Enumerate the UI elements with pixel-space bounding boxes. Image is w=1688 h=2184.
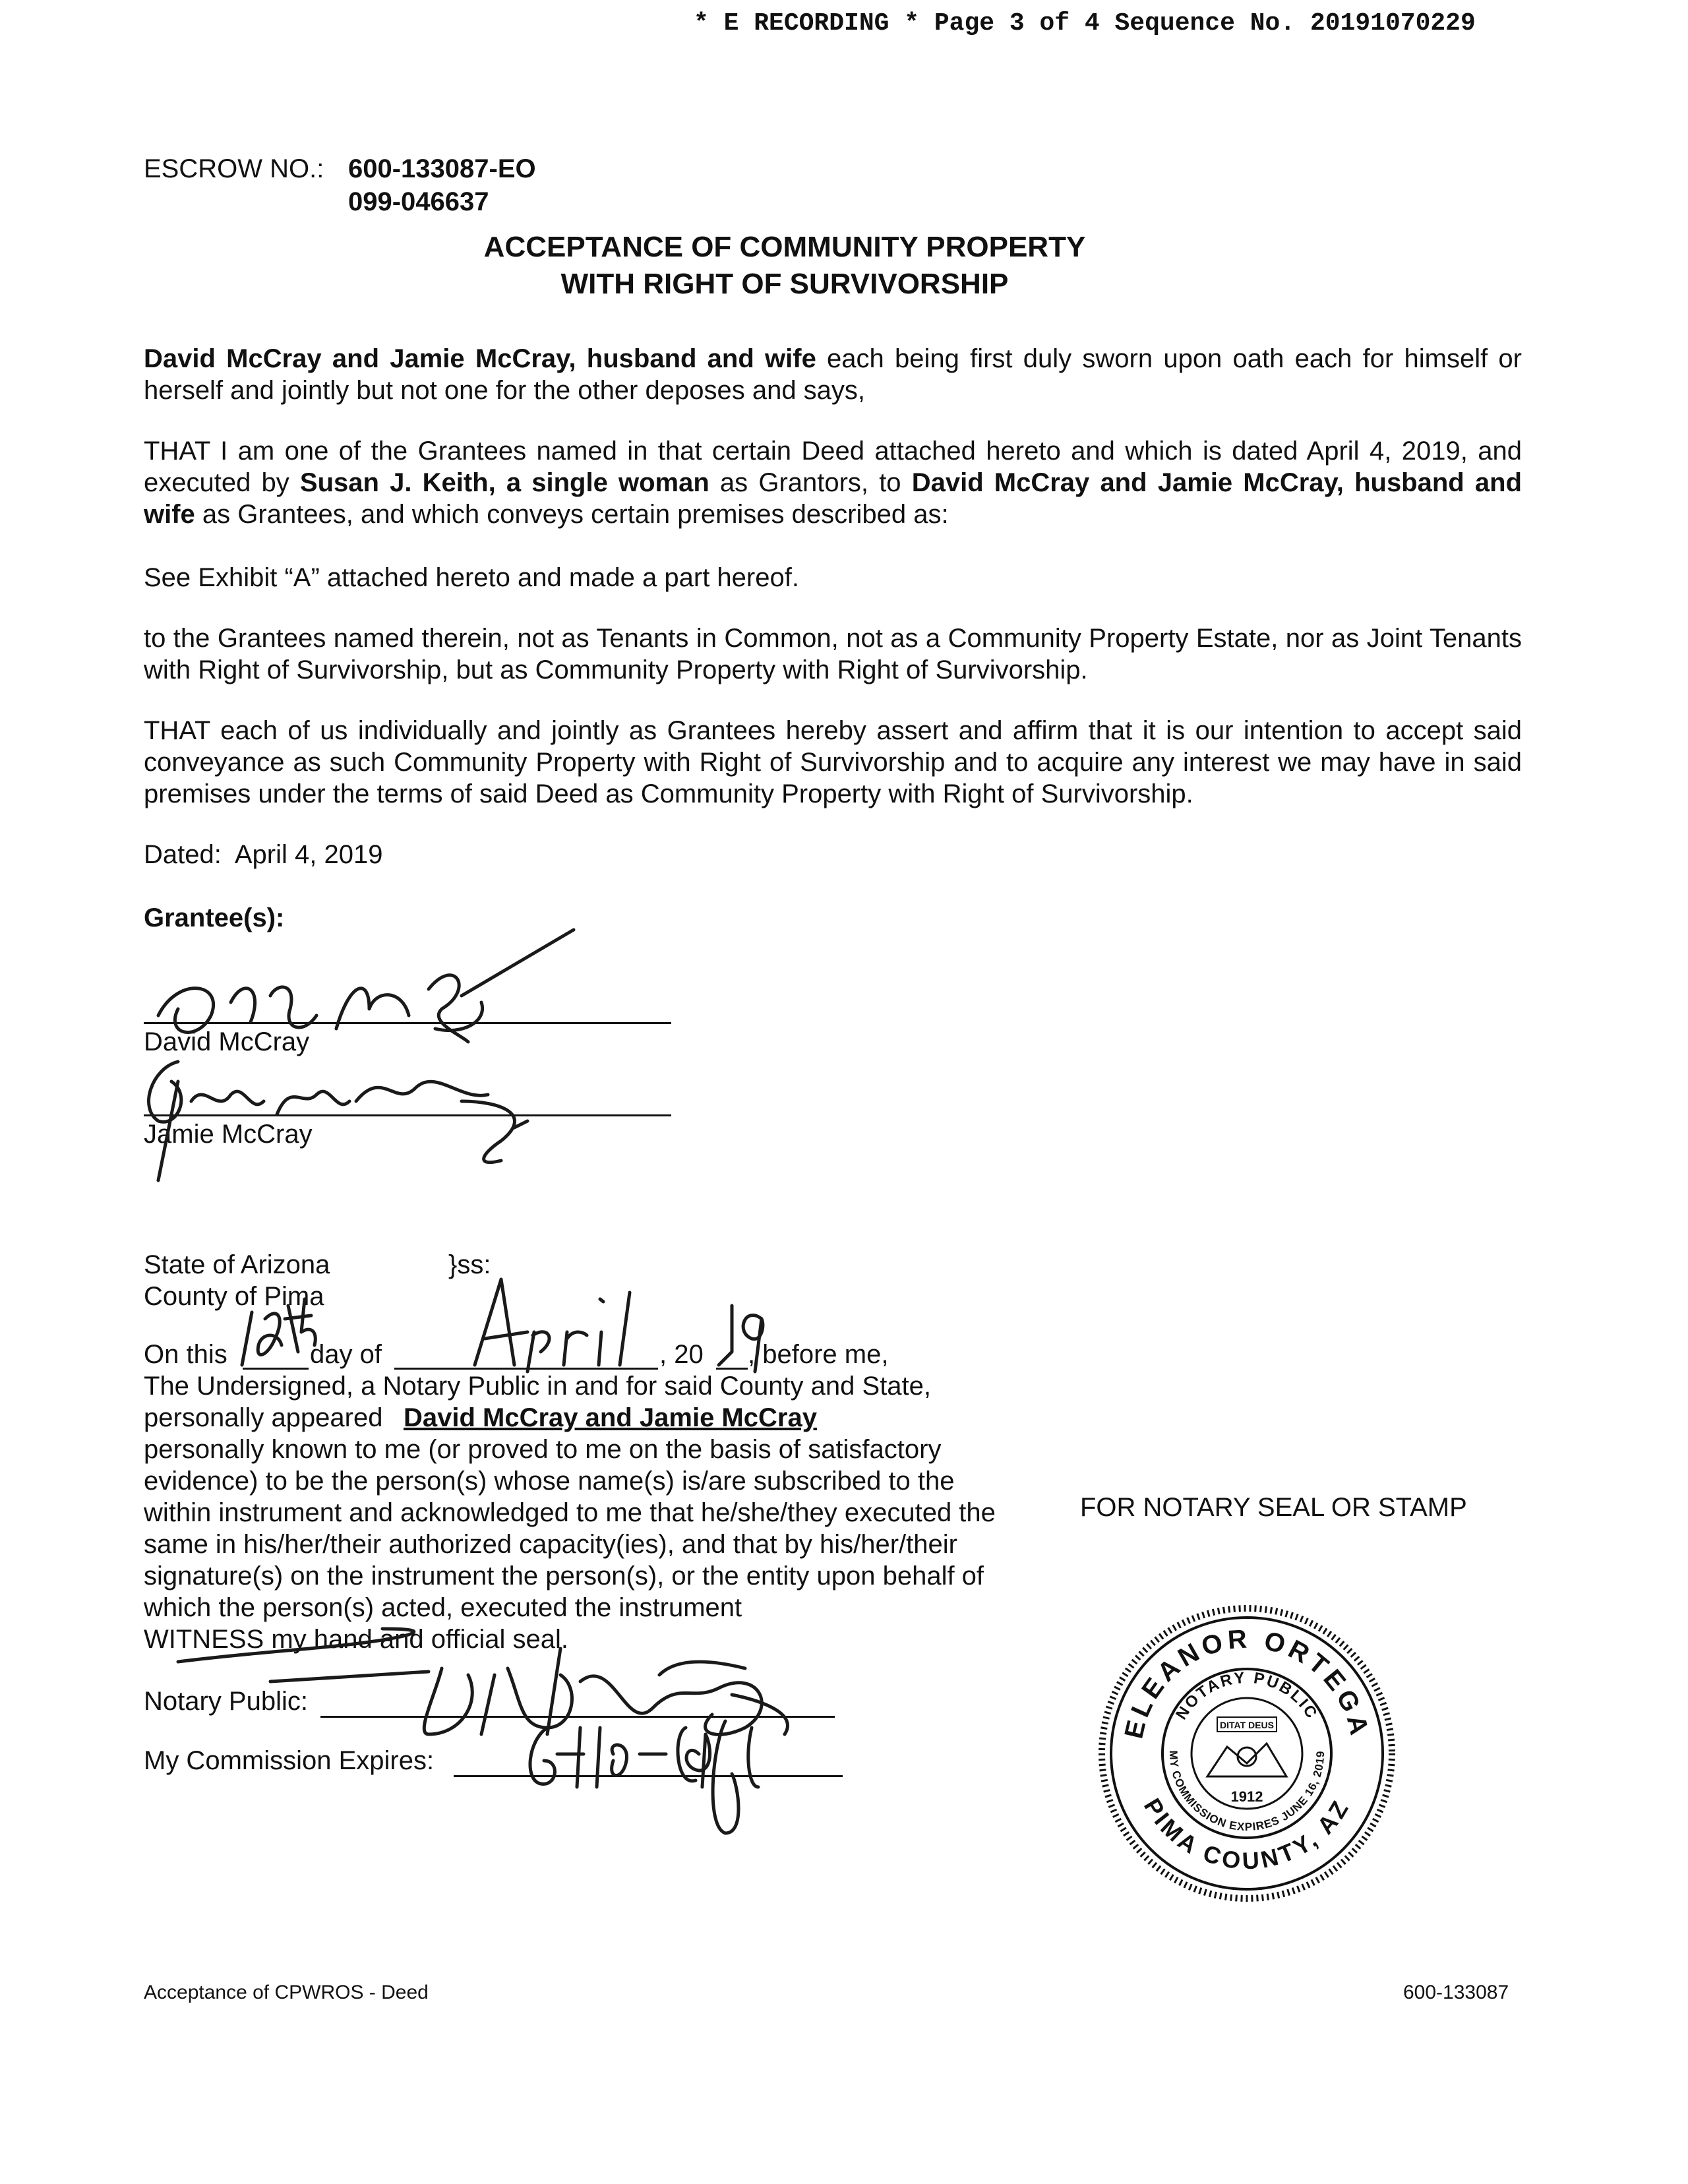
tenancy-paragraph: to the Grantees named therein, not as Tenants in Common, not as a Community Property Estate, nor as Joint Tenants with Right of Survivorship, but as Community Property with Right of Survivorship.	[144, 624, 1522, 684]
notary-before-me: , before me,	[748, 1340, 889, 1369]
notary-line-acted: which the person(s) acted, executed the instrument	[144, 1593, 742, 1622]
seal-year: 1912	[1230, 1788, 1263, 1805]
notary-line-evidence: evidence) to be the person(s) whose name(s) is/are subscribed to the	[144, 1467, 955, 1496]
notary-day-of: day of	[310, 1340, 382, 1369]
signature-jamie	[132, 1055, 554, 1187]
notary-appeared-names: David McCray and Jamie McCray	[404, 1403, 817, 1432]
oath-paragraph	[144, 343, 1522, 406]
deed-text-b: as Grantors, to	[709, 468, 912, 497]
notary-state: State of Arizona	[144, 1250, 330, 1279]
grantor-name: Susan J. Keith, a single woman	[299, 468, 709, 497]
handwritten-month	[455, 1273, 666, 1378]
notary-line-known: personally known to me (or proved to me on the basis of satisfactory	[144, 1435, 942, 1464]
commission-label: My Commission Expires:	[144, 1746, 435, 1775]
notary-year-prefix: , 20	[659, 1340, 704, 1369]
escrow-number-secondary: 099-046637	[348, 187, 489, 216]
notary-ss: }ss:	[448, 1250, 491, 1279]
notary-seal	[1092, 1598, 1402, 1908]
grantees-heading: Grantee(s):	[144, 903, 285, 932]
exhibit-paragraph: See Exhibit “A” attached hereto and made a part hereof.	[144, 563, 799, 592]
oath-text: each being first duly sworn upon oath each for himself or herself and jointly but not one for the other deposes and says,	[144, 344, 1522, 405]
notary-undersigned: The Undersigned, a Notary Public in and for said County and State,	[144, 1372, 932, 1401]
deed-text-c: as Grantees, and which conveys certain premises described as:	[195, 500, 949, 529]
notary-county: County of Pima	[144, 1282, 324, 1311]
notary-on-this: On this	[144, 1340, 227, 1369]
document-title-line1: ACCEPTANCE OF COMMUNITY PROPERTY	[483, 231, 1086, 263]
notary-public-label: Notary Public:	[144, 1687, 308, 1716]
seal-motto: DITAT DEUS	[1220, 1720, 1274, 1730]
dated-line: Dated: April 4, 2019	[144, 840, 383, 869]
seal-expiration: MY COMMISSION EXPIRES JUNE 16, 2019	[1166, 1750, 1327, 1834]
notary-line-instrument: within instrument and acknowledged to me that he/she/they executed the	[144, 1498, 996, 1527]
handwritten-day	[239, 1292, 324, 1372]
signer-name-jamie: Jamie McCray	[144, 1120, 313, 1149]
notary-witness: WITNESS my hand and official seal.	[144, 1625, 568, 1654]
signer-name-david: David McCray	[144, 1027, 310, 1056]
seal-county: PIMA COUNTY, AZ	[1138, 1793, 1356, 1875]
handwritten-year	[699, 1292, 778, 1378]
deed-text-a: THAT I am one of the Grantees named in that certain Deed attached hereto and which is dated April 4, 2019, and executed by	[144, 437, 1522, 497]
deed-paragraph	[144, 435, 1522, 530]
footer-reference-number: 600-133087	[1403, 1982, 1509, 2003]
grantee-names: David McCray and Jamie McCray, husband and wife	[144, 468, 1522, 529]
document-title-line2: WITH RIGHT OF SURVIVORSHIP	[560, 268, 1009, 300]
seal-name: ELEANOR ORTEGA	[1119, 1624, 1375, 1742]
escrow-number-primary: 600-133087-EO	[348, 154, 536, 183]
grantees-bold: David McCray and Jamie McCray, husband and wife	[144, 344, 816, 373]
handwritten-commission-date	[521, 1708, 798, 1840]
affirmation-paragraph: THAT each of us individually and jointly as Grantees hereby assert and affirm that it is our intention to accept said conveyance as such Community Property with Right of Survivorship and to acquire any interest we may have in said premises under the terms of said Deed as Community Property with Right of Survivorship.	[144, 716, 1522, 808]
seal-placeholder-label: FOR NOTARY SEAL OR STAMP	[1080, 1493, 1467, 1522]
notary-appeared-label: personally appeared	[144, 1403, 383, 1432]
notary-line-signature: signature(s) on the instrument the person(s), or the entity upon behalf of	[144, 1562, 984, 1591]
escrow-label: ESCROW NO.:	[144, 154, 324, 183]
seal-title: NOTARY PUBLIC	[1172, 1668, 1321, 1723]
recording-header: * E RECORDING * Page 3 of 4 Sequence No. 20191070229	[694, 9, 1476, 38]
notary-line-capacity: same in his/her/their authorized capacity(ies), and that by his/her/their	[144, 1530, 957, 1559]
footer-document-name: Acceptance of CPWROS - Deed	[144, 1982, 429, 2003]
signature-david	[152, 936, 587, 1055]
